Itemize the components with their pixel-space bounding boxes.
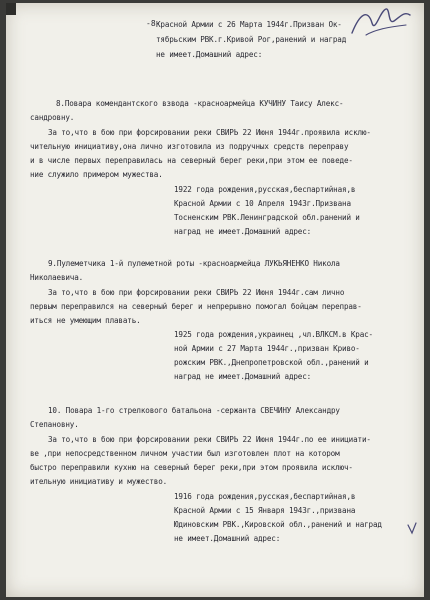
entry10-bio-4: не имеет.Домашний адрес:	[174, 534, 281, 543]
entry10-body-2: ве ,при непосредственном личном участии был изготовлен плот на котором	[30, 449, 340, 458]
entry10-heading-2: Степановну.	[30, 420, 79, 429]
page-number: -8-	[146, 19, 161, 28]
entry8-bio-3: Тосненским РВК.Ленинградской обл.ранений и	[174, 213, 360, 222]
entry8-heading-1: 8.Повара комендантского взвода -красноармейца КУЧИНУ Таису Алекс-	[56, 99, 344, 108]
entry9-heading-1: 9.Пулеметчика 1-й пулеметной роты -красноармейца ЛУКЬЯНЕНКО Никола	[48, 259, 340, 268]
entry9-heading-2: Николаевича.	[30, 273, 84, 282]
entry9-bio-3: рожским РВК.,Днепропетровской обл.,ранений и	[174, 358, 369, 367]
entry8-body-3: и в числе первых переправилась на северный берег реки,при этом ее поведе-	[30, 156, 353, 165]
scan-corner	[6, 3, 16, 15]
entry9-body-2: первым переправился на северный берег и непрерывно помогал бойцам переправ-	[30, 302, 362, 311]
entry8-body-4: ние служило примером мужества.	[30, 170, 163, 179]
entry10-body-1: За то,что в бою при форсировании реки СВИРЬ 22 Июня 1944г.по ее инициати-	[48, 435, 371, 444]
top-line-1: Красной Армии с 26 Марта 1944г.Призван Ок-	[156, 20, 342, 29]
entry8-bio-1: 1922 года рождения,русская,беспартийная,в	[174, 185, 356, 194]
entry8-body-2: чительную инициативу,она лично изготовила из подручных средств переправу	[30, 142, 349, 151]
entry8-body-1: За то,что в бою при форсировании реки СВИРЬ 22 Июня 1944г.проявила исклю-	[48, 128, 371, 137]
entry10-bio-3: Юдиновским РВК.,Кировской обл.,ранений и наград	[174, 520, 382, 529]
entry10-body-4: ительную инициативу и мужество.	[30, 477, 168, 486]
entry10-heading-1: 10. Повара 1-го стрелкового батальона -сержанта СВЕЧИНУ Александру	[48, 406, 340, 415]
entry9-bio-4: наград не имеет.Домашний адрес:	[174, 372, 312, 381]
entry9-body-1: За то,что в бою при форсировании реки СВИРЬ 22 Июня 1944г.сам лично	[48, 288, 345, 297]
top-line-3: не имеет.Домашний адрес:	[156, 50, 263, 59]
entry9-body-3: иться не умеющим плавать.	[30, 316, 141, 325]
entry9-bio-1: 1925 года рождения,украинец ,чл.ВЛКСМ.в Крас-	[174, 330, 373, 339]
entry8-heading-2: сандровну.	[30, 113, 75, 122]
entry10-body-3: быстро переправили кухню на северный берег реки,при этом проявила исключ-	[30, 463, 353, 472]
signature-scribble-icon	[346, 5, 416, 39]
top-line-2: тябрьским РВК.г.Кривой Рог,ранений и наград	[156, 35, 347, 44]
entry9-bio-2: ной Армии с 27 Марта 1944г.,призван Криво-	[174, 344, 360, 353]
document-page	[6, 3, 424, 597]
entry10-bio-1: 1916 года рождения,русская,беспартийная,в	[174, 492, 356, 501]
entry8-bio-4: наград не имеет.Домашний адрес:	[174, 227, 312, 236]
entry8-bio-2: Красной Армии с 10 Апреля 1943г.Призвана	[174, 199, 351, 208]
entry10-bio-2: Красной Армии с 15 Января 1943г.,призвана	[174, 506, 356, 515]
pen-tick-icon	[406, 521, 418, 535]
